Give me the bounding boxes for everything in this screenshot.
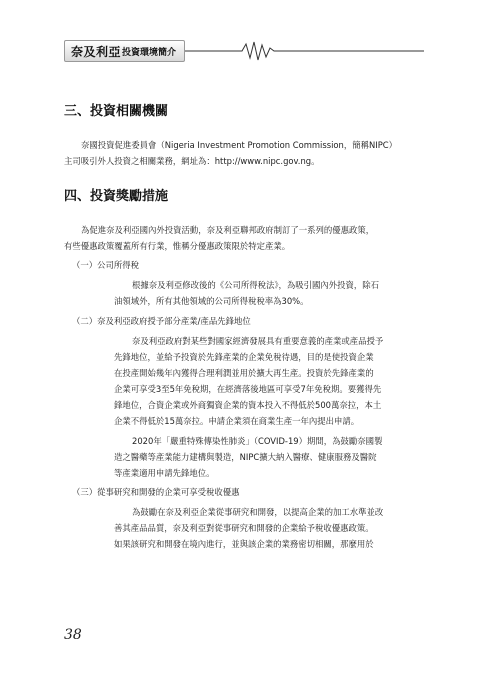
section-heading-4: 四、投資獎勵措施 xyxy=(64,189,169,204)
item-label-3: （三）從事研究和開發的企業可享受稅收優惠 xyxy=(72,487,240,497)
item2-para2-line-2: 造之醫藥等產業能力建構與製造，NIPC擴大納入醫療、健康服務及醫院 xyxy=(114,452,377,462)
page-content xyxy=(64,100,424,552)
item2-line-2: 先鋒地位，並給予投資於先鋒產業的企業免稅待遇，目的是使投資企業 xyxy=(114,352,374,362)
header-title-main: 奈及利亞 xyxy=(71,44,122,59)
item1-line-1: 根據奈及利亞修改後的《公司所得稅法》，為吸引國內外投資，除石 xyxy=(132,280,380,290)
page-number: 38 xyxy=(64,627,82,643)
item2-para2-line-3: 等產業適用申請先鋒地位。 xyxy=(114,468,215,478)
item3-line-3: 如果該研究和開發在境內進行，並與該企業的業務密切相關，那麼用於 xyxy=(114,539,374,549)
item2-line-1: 奈及利亞政府對某些對國家經濟發展具有重要意義的產業或產品授予 xyxy=(132,336,384,346)
item3-line-1: 為鼓勵在奈及利亞企業從事研究和開發，以提高企業的加工水準並改 xyxy=(132,507,384,517)
item3-line-2: 善其產品品質，奈及利亞對從事研究和開發的企業給予稅收優惠政策。 xyxy=(114,523,374,533)
item2-line-6: 企業不得低於15萬奈拉。申請企業須在商業生產一年內提出申請。 xyxy=(114,416,360,426)
section3-line-1: 奈國投資促進委員會（Nigeria Investment Promotion Commission，簡稱NIPC） xyxy=(81,140,397,150)
item2-line-4: 企業可享受3至5年免稅期，在經濟落後地區可享受7年免稅期。要獲得先 xyxy=(114,384,382,394)
item1-line-2: 油領域外，所有其他領域的公司所得稅稅率為30%。 xyxy=(114,296,309,306)
section4-intro-1: 為促進奈及利亞國內外投資活動，奈及利亞聯邦政府制訂了一系列的優惠政策， xyxy=(81,225,375,235)
section-heading-3: 三、投資相關機關 xyxy=(64,104,169,119)
header-title-sub: 投資環境簡介 xyxy=(122,47,177,58)
header-title-tab xyxy=(64,40,185,62)
item2-para2-line-1: 2020年「嚴重特殊傳染性肺炎」（COVID-19）期間，為鼓勵奈國製 xyxy=(132,436,383,446)
item2-line-3: 在投產開始幾年內獲得合理利潤並用於擴大再生產。投資於先鋒產業的 xyxy=(114,368,374,378)
item-label-1: （一）公司所得稅 xyxy=(72,260,139,270)
section3-line-2: 主司吸引外人投資之相關業務，網址為：http://www.nipc.gov.ng。 xyxy=(64,156,320,166)
section4-intro-2: 有些優惠政策覆蓋所有行業，惟稱分優惠政策限於特定產業。 xyxy=(64,241,291,251)
item-label-2: （二）奈及利亞政府授予部分產業/產品先鋒地位 xyxy=(72,316,251,326)
running-header xyxy=(64,40,424,62)
item2-line-5: 鋒地位，合資企業或外商獨資企業的資本投入不得低於500萬奈拉，本土 xyxy=(114,400,382,410)
